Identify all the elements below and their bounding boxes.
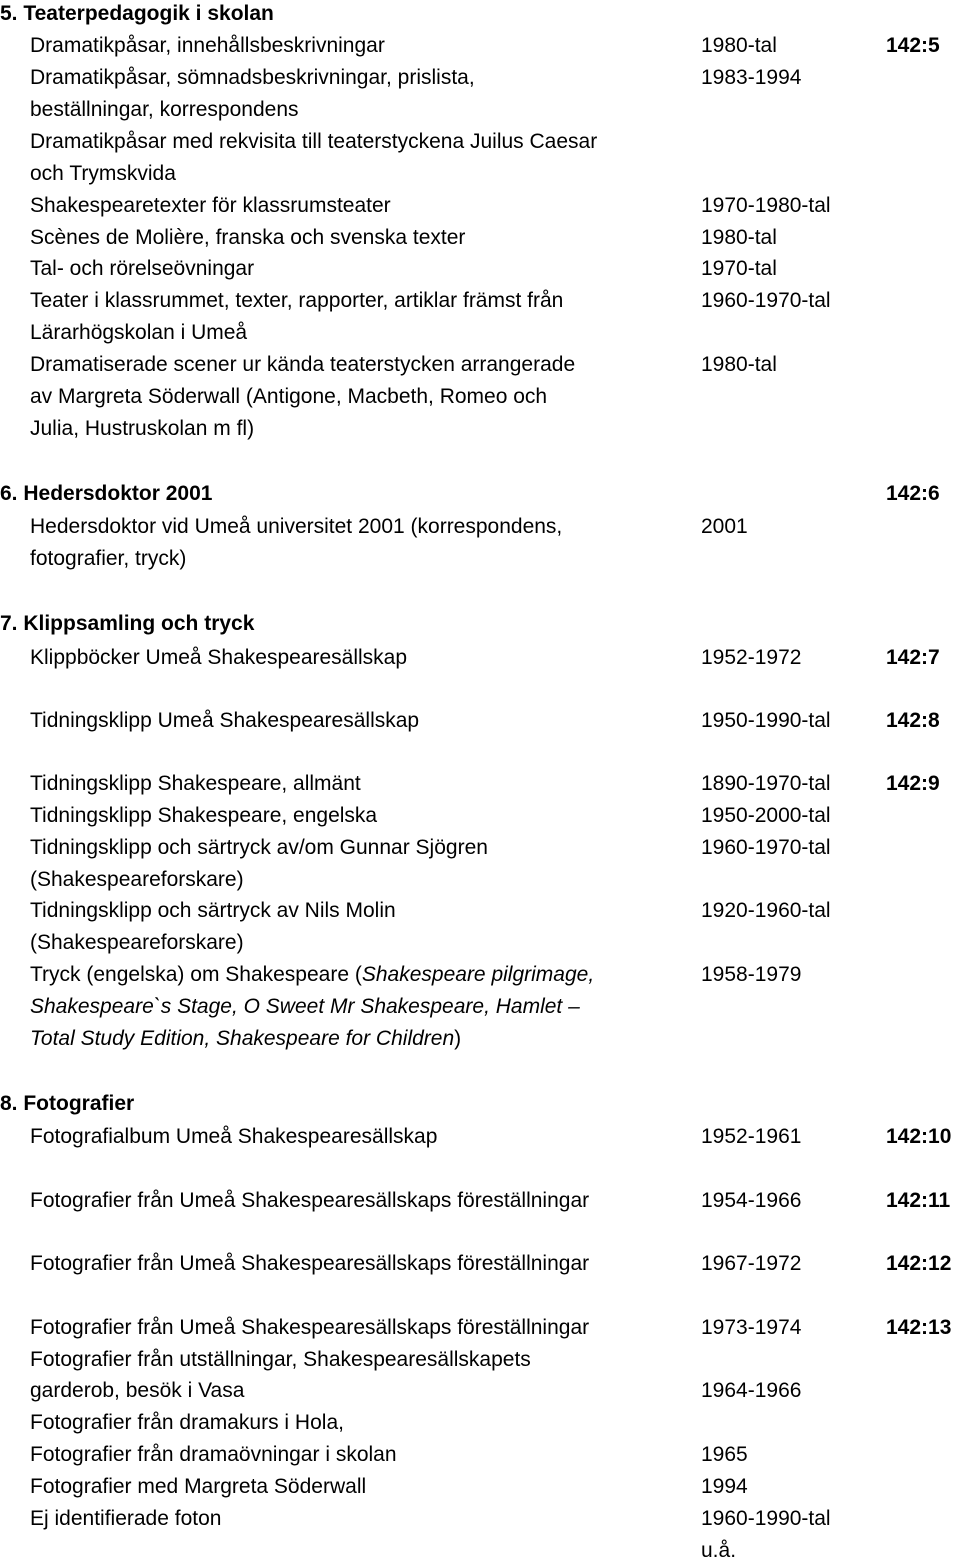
entry-title-suffix: ) (454, 1027, 462, 1050)
shelf-mark: 142:9 (886, 772, 940, 795)
entry-title-cont: (Shakespeareforskare) (30, 931, 244, 954)
section-heading: 7. Klippsamling och tryck (0, 612, 255, 635)
entry-title-italic: Shakespeare pilgrimage, (361, 963, 595, 986)
entry-title: Fotografier från dramaövningar i skolan (30, 1443, 397, 1466)
entry-title: Tidningsklipp Shakespeare, engelska (30, 804, 378, 827)
entry-date: 1970-1980-tal (701, 194, 831, 217)
entry-date: 1967-1972 (701, 1252, 802, 1275)
entry-title: Dramatiserade scener ur kända teaterstycken arrangerade (30, 353, 576, 376)
entry-title: Shakespearetexter för klassrumsteater (30, 194, 391, 217)
entry-title-cont: garderob, besök i Vasa (30, 1379, 245, 1402)
entry-title-cont (30, 1025, 461, 1053)
shelf-mark: 142:13 (886, 1316, 952, 1339)
entry-date: 1960-1990-tal (701, 1507, 831, 1530)
entry-title-cont: Julia, Hustruskolan m fl) (30, 417, 255, 440)
entry-date: 1950-2000-tal (701, 804, 831, 827)
entry-title: Teater i klassrummet, texter, rapporter, artiklar främst från (30, 289, 564, 312)
entry-title: Tidningsklipp och särtryck av/om Gunnar Sjögren (30, 836, 488, 859)
entry-title (30, 961, 594, 989)
entry-date: 1964-1966 (701, 1379, 802, 1402)
entry-date: 1960-1970-tal (701, 289, 831, 312)
entry-title: Fotografier från dramakurs i Hola, (30, 1411, 344, 1434)
entry-title: Tidningsklipp Shakespeare, allmänt (30, 772, 361, 795)
entry-date: 1983-1994 (701, 66, 802, 89)
entry-title: Tal- och rörelseövningar (30, 257, 255, 280)
entry-title: Hedersdoktor vid Umeå universitet 2001 (korrespondens, (30, 515, 563, 538)
entry-date: 1920-1960-tal (701, 899, 831, 922)
shelf-mark: 142:7 (886, 646, 940, 669)
entry-date: 1994 (701, 1475, 748, 1498)
section-heading: 6. Hedersdoktor 2001 (0, 482, 213, 505)
entry-date: 1954-1966 (701, 1189, 802, 1212)
shelf-mark: 142:12 (886, 1252, 952, 1275)
entry-title: Dramatikpåsar, sömnadsbeskrivningar, prislista, (30, 66, 475, 89)
entry-date: 1970-tal (701, 257, 777, 280)
shelf-mark: 142:8 (886, 709, 940, 732)
entry-title-cont: av Margreta Söderwall (Antigone, Macbeth, Romeo och (30, 385, 548, 408)
entry-title: Fotografier från utställningar, Shakespearesällskapets (30, 1348, 531, 1371)
entry-date: u.å. (701, 1539, 737, 1562)
shelf-mark: 142:10 (886, 1125, 952, 1148)
entry-title-cont: (Shakespeareforskare) (30, 868, 244, 891)
entry-title: Ej identifierade foton (30, 1507, 222, 1530)
entry-date: 2001 (701, 515, 748, 538)
entry-title: Fotografier från Umeå Shakespearesällskaps föreställningar (30, 1252, 590, 1275)
entry-date: 1980-tal (701, 226, 777, 249)
entry-title-cont: och Trymskvida (30, 162, 176, 185)
entry-title-cont: beställningar, korrespondens (30, 98, 299, 121)
entry-date: 1958-1979 (701, 963, 802, 986)
entry-date: 1965 (701, 1443, 748, 1466)
shelf-mark: 142:5 (886, 34, 940, 57)
entry-title: Fotografier med Margreta Söderwall (30, 1475, 367, 1498)
entry-title-italic: Total Study Edition, Shakespeare for Children (30, 1027, 455, 1050)
shelf-mark: 142:6 (886, 482, 940, 505)
entry-title: Dramatikpåsar, innehållsbeskrivningar (30, 34, 385, 57)
entry-title: Fotografier från Umeå Shakespearesällskaps föreställningar (30, 1316, 590, 1339)
section-heading: 5. Teaterpedagogik i skolan (0, 2, 274, 25)
entry-date: 1952-1972 (701, 646, 802, 669)
entry-date: 1973-1974 (701, 1316, 802, 1339)
shelf-mark: 142:11 (886, 1189, 951, 1212)
entry-title-italic: Shakespeare`s Stage, O Sweet Mr Shakespeare, Hamlet – (30, 995, 580, 1018)
entry-date: 1980-tal (701, 34, 777, 57)
entry-title: Scènes de Molière, franska och svenska texter (30, 226, 466, 249)
entry-title: Tidningsklipp och särtryck av Nils Molin (30, 899, 396, 922)
entry-date: 1960-1970-tal (701, 836, 831, 859)
entry-date: 1980-tal (701, 353, 777, 376)
entry-title-prefix: Tryck (engelska) om Shakespeare ( (30, 963, 362, 986)
entry-date: 1890-1970-tal (701, 772, 831, 795)
entry-title-cont (30, 993, 580, 1021)
section-heading: 8. Fotografier (0, 1092, 135, 1115)
entry-title: Fotografialbum Umeå Shakespearesällskap (30, 1125, 438, 1148)
entry-title-cont: fotografier, tryck) (30, 547, 187, 570)
entry-title-cont: Lärarhögskolan i Umeå (30, 321, 248, 344)
entry-date: 1952-1961 (701, 1125, 802, 1148)
entry-date: 1950-1990-tal (701, 709, 831, 732)
entry-title: Klippböcker Umeå Shakespearesällskap (30, 646, 408, 669)
entry-title: Tidningsklipp Umeå Shakespearesällskap (30, 709, 420, 732)
entry-title: Dramatikpåsar med rekvisita till teaterstyckena Juilus Caesar (30, 130, 598, 153)
entry-title: Fotografier från Umeå Shakespearesällskaps föreställningar (30, 1189, 590, 1212)
